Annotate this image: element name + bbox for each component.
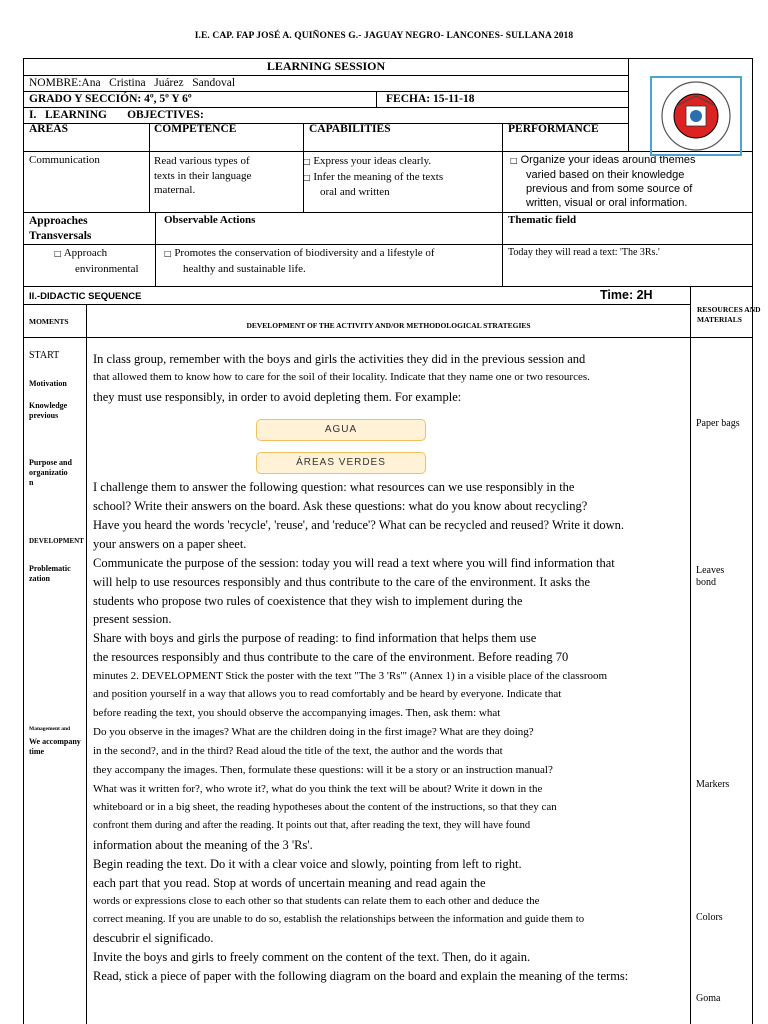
- didactic-sequence-label: II.-DIDACTIC SEQUENCE: [29, 291, 142, 302]
- body-line: information about the meaning of the 3 'Rs'.: [93, 838, 313, 852]
- body-line: in the second?, and in the third? Read aloud the title of the text, the author and the words that: [93, 745, 503, 757]
- resource-paper-bags: Paper bags: [696, 418, 740, 429]
- body-line: your answers on a paper sheet.: [93, 537, 247, 551]
- body-line: before reading the text, you should observe the accompanying images. Then, ask them: what: [93, 707, 501, 719]
- body-line: descubrir el significado.: [93, 931, 214, 945]
- body-line: they must use responsibly, in order to avoid depleting them. For example:: [93, 390, 462, 404]
- example-pill-water: AGUA: [256, 419, 426, 441]
- approaches-label: Approaches Transversals: [29, 215, 92, 242]
- moments-header: MOMENTS: [29, 317, 69, 326]
- body-line: and position yourself in a way that allows you to read comfortably and be heard by everyone. Indicate that: [93, 688, 562, 700]
- area-value: Communication: [29, 154, 100, 166]
- objectives-label: I. LEARNING OBJECTIVES:: [29, 109, 204, 121]
- body-line: correct meaning. If you are unable to do so, establish the relationships between the information and guide them to: [93, 913, 585, 925]
- moment-purpose: Purpose and organizatio n: [29, 458, 72, 487]
- body-line: the resources responsibly and thus contribute to the care of the environment. Before reading 70: [93, 650, 569, 664]
- observable-actions-label: Observable Actions: [164, 214, 256, 226]
- thematic-field-label: Thematic field: [508, 214, 577, 226]
- body-line: In class group, remember with the boys and girls the activities they did in the previous session and: [93, 352, 586, 366]
- student-name: NOMBRE:Ana Cristina Juárez Sandoval: [29, 77, 236, 89]
- moment-accompany: We accompany time: [29, 737, 81, 756]
- body-line: will help to use resources responsibly and thus contribute to the care of the environment. It asks the: [93, 575, 591, 589]
- resources-header: RESOURCES AND MATERIALS: [697, 305, 761, 324]
- body-line: present session.: [93, 612, 172, 626]
- capabilities-value: □ Express your ideas clearly. □ Infer the meaning of the texts oral and written: [303, 155, 444, 198]
- resource-leaves: Leaves bond: [696, 565, 725, 588]
- school-header: I.E. CAP. FAP JOSÉ A. QUIÑONES G.- JAGUAY NEGRO- LANCONES- SULLANA 2018: [194, 31, 574, 41]
- competence-value: Read various types of texts in their language maternal.: [154, 155, 252, 196]
- body-line: words or expressions close to each other so that students can relate them to each other and deduce the: [93, 895, 540, 907]
- moment-knowledge: Knowledge previous: [29, 401, 68, 420]
- body-line: Do you observe in the images? What are the children doing in the first image? What are they doing?: [93, 726, 534, 738]
- resource-goma: Goma: [696, 993, 721, 1004]
- session-title: LEARNING SESSION: [266, 59, 386, 73]
- body-line: Read, stick a piece of paper with the following diagram on the board and explain the meaning of the terms:: [93, 969, 629, 983]
- checkbox-icon: □: [303, 157, 311, 166]
- areas-header: AREAS: [29, 123, 68, 135]
- checkbox-icon: □: [510, 156, 518, 165]
- body-line: Communicate the purpose of the session: today you will read a text where you will find information that: [93, 556, 615, 570]
- body-line: that allowed them to know how to care for the soil of their locality. Indicate that they name one or two resources.: [93, 371, 590, 383]
- body-line: What was it written for?, who wrote it?, what do you think the text will be about? Write it down in the: [93, 783, 543, 795]
- development-header: DEVELOPMENT OF THE ACTIVITY AND/OR METHODOLOGICAL STRATEGIES: [246, 321, 531, 330]
- body-line: minutes 2. DEVELOPMENT Stick the poster with the text "The 3 'Rs'" (Annex 1) in a visible place of the classroom: [93, 670, 608, 682]
- moment-problematic: Problematic zation: [29, 564, 71, 583]
- learning-session-table: [23, 58, 753, 287]
- moment-start: START: [29, 350, 60, 361]
- example-pill-green-areas: ÁREAS VERDES: [256, 452, 426, 474]
- checkbox-icon: □: [303, 172, 311, 182]
- moment-development: DEVELOPMENT: [29, 537, 84, 545]
- thematic-field-value: Today they will read a text: 'The 3Rs.': [508, 247, 660, 258]
- body-line: students who propose two rules of coexistence that they wish to implement during the: [93, 594, 523, 608]
- approach-value: □ Approach environmental: [54, 247, 139, 275]
- grade-section: GRADO Y SECCIÓN: 4º, 5º Y 6º: [29, 93, 192, 105]
- body-line: they accompany the images. Then, formulate these questions: will it be a story or an instruction manual?: [93, 764, 553, 776]
- performance-header: PERFORMANCE: [508, 123, 599, 135]
- body-line: school? Write their answers on the board. Ask these questions: what do you know about recycling?: [93, 499, 588, 513]
- session-date: FECHA: 15-11-18: [386, 93, 475, 105]
- body-line: each part that you read. Stop at words of uncertain meaning and read again the: [93, 876, 486, 890]
- body-line: whiteboard or in a big sheet, the reading hypotheses about the content of the instructions, so that they can: [93, 801, 557, 813]
- capabilities-header: CAPABILITIES: [309, 123, 391, 135]
- body-line: Invite the boys and girls to freely comment on the content of the text. Then, do it again.: [93, 950, 531, 964]
- checkbox-icon: □: [164, 249, 172, 258]
- performance-value: □ Organize your ideas around themes varied based on their knowledge previous and from some source of written, visual or oral information.: [510, 154, 696, 209]
- moment-motivation: Motivation: [29, 379, 67, 388]
- body-line: Share with boys and girls the purpose of reading: to find information that helps them use: [93, 631, 537, 645]
- resource-markers: Markers: [696, 779, 730, 790]
- body-line: I challenge them to answer the following question: what resources can we use responsibly in the: [93, 480, 575, 494]
- body-line: Begin reading the text. Do it with a clear voice and slowly, pointing from left to right.: [93, 857, 522, 871]
- observable-actions-value: □ Promotes the conservation of biodiversity and a lifestyle of healthy and sustainable life.: [164, 247, 435, 275]
- school-logo: [650, 76, 742, 156]
- time-label: Time: 2H: [600, 288, 653, 302]
- body-line: Have you heard the words 'recycle', 'reuse', and 'reduce'? What can be recycled and reused? Write it down.: [93, 518, 625, 532]
- resource-colors: Colors: [696, 912, 723, 923]
- competence-header: COMPETENCE: [154, 123, 237, 135]
- body-line: confront them during and after the reading. It points out that, after reading the text, they will have found: [93, 820, 531, 831]
- moment-management: Management and: [29, 726, 71, 732]
- checkbox-icon: □: [54, 249, 62, 258]
